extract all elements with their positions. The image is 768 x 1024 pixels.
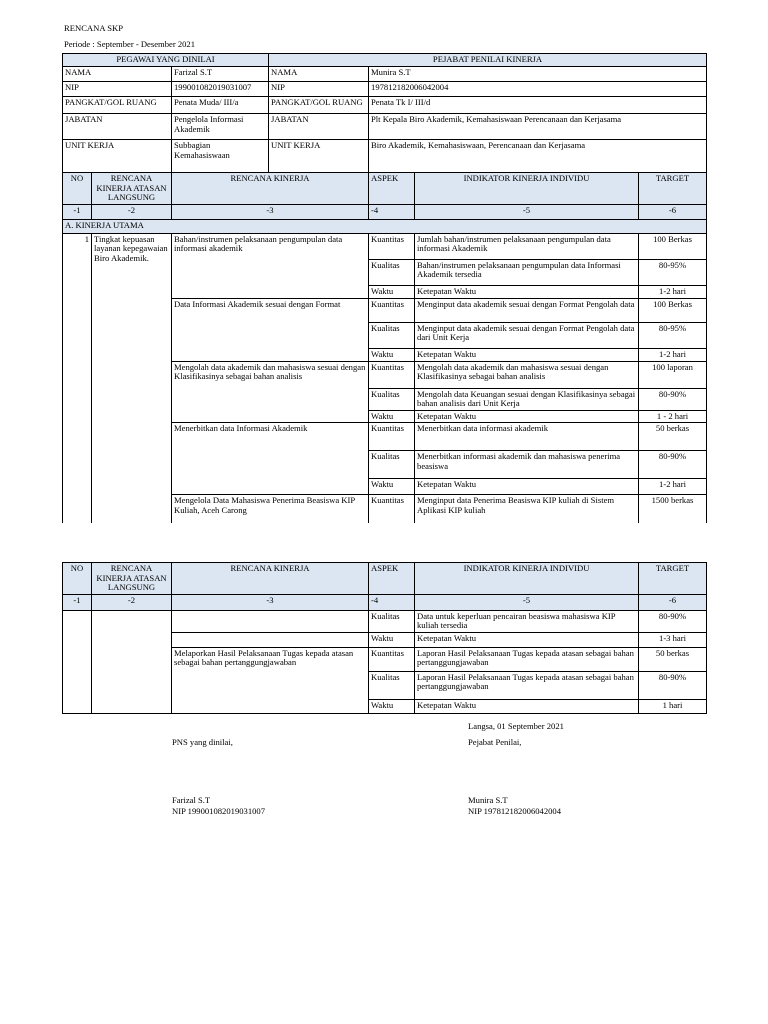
aspek-cell: Kuantitas bbox=[369, 361, 415, 388]
rk-item-1: Bahan/instrumen pelaksanaan pengumpulan data informasi akademik bbox=[172, 233, 369, 298]
document-period: Periode : September - Desember 2021 bbox=[64, 39, 196, 49]
aspek-cell: Kualitas bbox=[369, 259, 415, 285]
evaluator-name: Munira S.T bbox=[369, 67, 707, 82]
rk-item-2: Data Informasi Akademik sesuai dengan Format bbox=[172, 298, 369, 361]
col-rk-atasan: RENCANA KINERJA ATASAN LANGSUNG bbox=[92, 173, 172, 205]
iki-cell: Bahan/instrumen pelaksanaan pengumpulan data Informasi Akademik tersedia bbox=[415, 259, 639, 285]
iki-cell: Laporan Hasil Pelaksanaan Tugas kepada atasan sebagai bahan pertanggungjawaban bbox=[415, 671, 639, 699]
aspek-cell: Waktu bbox=[369, 479, 415, 495]
aspek-cell: Kualitas bbox=[369, 322, 415, 348]
label-nama: NAMA bbox=[63, 67, 172, 82]
employee-pangkat: Penata Muda/ III/a bbox=[172, 97, 269, 114]
section-kinerja-utama: A. KINERJA UTAMA bbox=[63, 219, 707, 233]
iki-cell: Data untuk keperluan pencairan beasiswa mahasiswa KIP kuliah tersedia bbox=[415, 610, 639, 632]
label-pangkat: PANGKAT/GOL RUANG bbox=[63, 97, 172, 114]
target-cell: 1500 berkas bbox=[639, 495, 707, 523]
col-num-1: -1 bbox=[63, 204, 92, 219]
evaluator-jabatan: Plt Kepala Biro Akademik, Kemahasiswaan Perencanaan dan Kerjasama bbox=[369, 114, 707, 140]
col-num-1: -1 bbox=[63, 594, 92, 610]
iki-cell: Ketepatan Waktu bbox=[415, 348, 639, 361]
header-evaluator: PEJABAT PENILAI KINERJA bbox=[269, 54, 707, 67]
target-cell: 100 laporan bbox=[639, 361, 707, 388]
iki-cell: Menerbitkan data informasi akademik bbox=[415, 423, 639, 451]
aspek-cell: Waktu bbox=[369, 348, 415, 361]
skp-table-main bbox=[62, 53, 707, 523]
col-rk: RENCANA KINERJA bbox=[172, 173, 369, 205]
row-no: 1 bbox=[63, 233, 92, 523]
sign-right-nip: NIP 197812182006042004 bbox=[468, 806, 562, 816]
aspek-cell: Kuantitas bbox=[369, 423, 415, 451]
col-target: TARGET bbox=[639, 563, 707, 595]
col-num-3: -3 bbox=[172, 204, 369, 219]
iki-cell: Menginput data akademik sesuai dengan Format Pengolah data dari Unit Kerja bbox=[415, 322, 639, 348]
evaluator-nip: 197812182006042004 bbox=[369, 82, 707, 97]
evaluator-pangkat: Penata Tk I/ III/d bbox=[369, 97, 707, 114]
col-target: TARGET bbox=[639, 173, 707, 205]
label-jabatan: JABATAN bbox=[63, 114, 172, 140]
target-cell: 50 berkas bbox=[639, 647, 707, 671]
col-num-4: -4 bbox=[369, 204, 415, 219]
target-cell: 80-90% bbox=[639, 451, 707, 479]
iki-cell: Ketepatan Waktu bbox=[415, 479, 639, 495]
iki-cell: Laporan Hasil Pelaksanaan Tugas kepada atasan sebagai bahan pertanggungjawaban bbox=[415, 647, 639, 671]
rk-item-5: Mengelola Data Mahasiswa Penerima Beasiswa KIP Kuliah, Aceh Carong bbox=[172, 495, 369, 523]
target-cell: 1-2 hari bbox=[639, 348, 707, 361]
aspek-cell: Waktu bbox=[369, 410, 415, 423]
row-no-empty bbox=[63, 610, 92, 713]
col-aspek: ASPEK bbox=[369, 173, 415, 205]
iki-cell: Ketepatan Waktu bbox=[415, 699, 639, 713]
rk-empty bbox=[172, 632, 369, 647]
skp-table-continued bbox=[62, 562, 707, 714]
label-jabatan-evaluator: JABATAN bbox=[269, 114, 369, 140]
iki-cell: Menerbitkan informasi akademik dan mahasiswa penerima beasiswa bbox=[415, 451, 639, 479]
col-num-3: -3 bbox=[172, 594, 369, 610]
label-pangkat-evaluator: PANGKAT/GOL RUANG bbox=[269, 97, 369, 114]
target-cell: 100 Berkas bbox=[639, 233, 707, 259]
employee-unit: Subbagian Kemahasiswaan bbox=[172, 140, 269, 173]
target-cell: 80-95% bbox=[639, 259, 707, 285]
sign-place-date: Langsa, 01 September 2021 bbox=[468, 721, 564, 731]
target-cell: 50 berkas bbox=[639, 423, 707, 451]
rk-empty bbox=[172, 610, 369, 632]
rk-item-4: Menerbitkan data Informasi Akademik bbox=[172, 423, 369, 495]
iki-cell: Ketepatan Waktu bbox=[415, 632, 639, 647]
col-num-2: -2 bbox=[92, 594, 172, 610]
target-cell: 80-90% bbox=[639, 671, 707, 699]
label-unit-evaluator: UNIT KERJA bbox=[269, 140, 369, 173]
rk-atasan-empty bbox=[92, 610, 172, 713]
target-cell: 1-2 hari bbox=[639, 285, 707, 298]
iki-cell: Menginput data Penerima Beasiswa KIP kuliah di Sistem Aplikasi KIP kuliah bbox=[415, 495, 639, 523]
header-employee: PEGAWAI YANG DINILAI bbox=[63, 54, 269, 67]
target-cell: 1 hari bbox=[639, 699, 707, 713]
target-cell: 100 Berkas bbox=[639, 298, 707, 322]
sign-left-nip: NIP 199001082019031007 bbox=[172, 806, 266, 816]
aspek-cell: Waktu bbox=[369, 632, 415, 647]
aspek-cell: Kuantitas bbox=[369, 233, 415, 259]
rk-item-6: Melaporkan Hasil Pelaksanaan Tugas kepada atasan sebagai bahan pertanggungjawaban bbox=[172, 647, 369, 713]
sign-right-role: Pejabat Penilai, bbox=[468, 737, 522, 747]
aspek-cell: Kuantitas bbox=[369, 647, 415, 671]
sign-right-name: Munira S.T bbox=[468, 795, 508, 805]
col-num-5: -5 bbox=[415, 594, 639, 610]
iki-cell: Jumlah bahan/instrumen pelaksanaan pengumpulan data informasi Akademik bbox=[415, 233, 639, 259]
col-aspek: ASPEK bbox=[369, 563, 415, 595]
aspek-cell: Waktu bbox=[369, 699, 415, 713]
iki-cell: Ketepatan Waktu bbox=[415, 410, 639, 423]
target-cell: 1-3 hari bbox=[639, 632, 707, 647]
iki-cell: Mengolah data akademik dan mahasiswa sesuai dengan Klasifikasinya sebagai bahan analisis bbox=[415, 361, 639, 388]
aspek-cell: Waktu bbox=[369, 285, 415, 298]
sign-left-name: Farizal S.T bbox=[172, 795, 211, 805]
sign-left-role: PNS yang dinilai, bbox=[172, 737, 233, 747]
col-iki: INDIKATOR KINERJA INDIVIDU bbox=[415, 173, 639, 205]
label-unit: UNIT KERJA bbox=[63, 140, 172, 173]
iki-cell: Mengolah data Keuangan sesuai dengan Klasifikasinya sebagai bahan analisis dari Unit Kerja bbox=[415, 388, 639, 410]
col-num-6: -6 bbox=[639, 204, 707, 219]
employee-name: Farizal S.T bbox=[172, 67, 269, 82]
col-rk: RENCANA KINERJA bbox=[172, 563, 369, 595]
evaluator-unit: Biro Akademik, Kemahasiswaan, Perencanaan dan Kerjasama bbox=[369, 140, 707, 173]
iki-cell: Menginput data akademik sesuai dengan Format Pengolah data bbox=[415, 298, 639, 322]
target-cell: 1 - 2 hari bbox=[639, 410, 707, 423]
col-iki: INDIKATOR KINERJA INDIVIDU bbox=[415, 563, 639, 595]
aspek-cell: Kualitas bbox=[369, 451, 415, 479]
target-cell: 80-90% bbox=[639, 610, 707, 632]
col-num-4: -4 bbox=[369, 594, 415, 610]
rk-atasan-text: Tingkat kepuasan layanan kepegawaian Biro Akademik. bbox=[92, 233, 172, 523]
col-rk-atasan: RENCANA KINERJA ATASAN LANGSUNG bbox=[92, 563, 172, 595]
target-cell: 80-95% bbox=[639, 322, 707, 348]
col-no: NO bbox=[63, 563, 92, 595]
employee-jabatan: Pengelola Informasi Akademik bbox=[172, 114, 269, 140]
col-num-6: -6 bbox=[639, 594, 707, 610]
target-cell: 1-2 hari bbox=[639, 479, 707, 495]
label-nama-evaluator: NAMA bbox=[269, 67, 369, 82]
col-no: NO bbox=[63, 173, 92, 205]
label-nip: NIP bbox=[63, 82, 172, 97]
iki-cell: Ketepatan Waktu bbox=[415, 285, 639, 298]
col-num-2: -2 bbox=[92, 204, 172, 219]
aspek-cell: Kualitas bbox=[369, 388, 415, 410]
aspek-cell: Kuantitas bbox=[369, 298, 415, 322]
employee-nip: 199001082019031007 bbox=[172, 82, 269, 97]
col-num-5: -5 bbox=[415, 204, 639, 219]
aspek-cell: Kualitas bbox=[369, 671, 415, 699]
document-title: RENCANA SKP bbox=[64, 23, 123, 33]
target-cell: 80-90% bbox=[639, 388, 707, 410]
rk-item-3: Mengolah data akademik dan mahasiswa sesuai dengan Klasifikasinya sebagai bahan analisis bbox=[172, 361, 369, 423]
aspek-cell: Kualitas bbox=[369, 610, 415, 632]
label-nip-evaluator: NIP bbox=[269, 82, 369, 97]
aspek-cell: Kuantitas bbox=[369, 495, 415, 523]
